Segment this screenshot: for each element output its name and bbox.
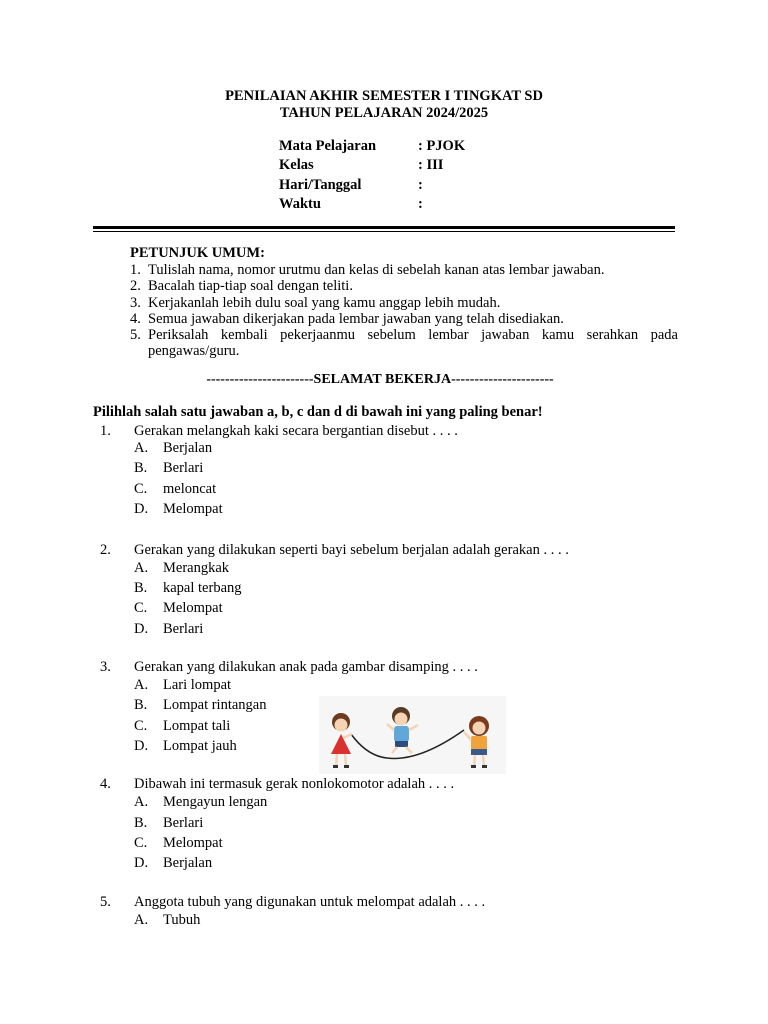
question-text: Gerakan yang dilakukan seperti bayi sebelum berjalan adalah gerakan . . . . [134,542,569,558]
question-text: Gerakan melangkah kaki secara bergantian disebut . . . . [134,423,458,439]
instruction-text: Tulislah nama, nomor urutmu dan kelas di sebelah kanan atas lembar jawaban. [148,262,605,278]
instruction-number: 3. [130,294,141,311]
meta-row-time [279,196,579,215]
question-number: 2. [100,542,111,558]
multiple-choice-instruction: Pilihlah salah satu jawaban a, b, c dan d di bawah ini yang paling benar! [93,404,543,420]
instruction-number: 2. [130,278,141,295]
meta-value: : [418,195,423,212]
instruction-item [130,262,678,278]
instruction-item [130,278,678,294]
instruction-item [130,295,678,311]
good-luck-banner: -----------------------SELAMAT BEKERJA---------------------- [206,372,554,387]
question-number: 3. [100,659,111,675]
option-text: Mengayun lengan [163,794,268,810]
option-letter: A. [134,560,149,576]
option-letter: D. [134,738,149,754]
option-text: Tubuh [163,912,201,928]
option-letter: B. [134,815,148,831]
option-text: Merangkak [163,560,230,576]
academic-year: TAHUN PELAJARAN 2024/2025 [279,105,489,121]
option-letter: A. [134,912,149,928]
option-text: Lompat rintangan [163,697,267,713]
option-letter: C. [134,718,148,734]
jump-rope-image [319,696,506,774]
option-letter: B. [134,580,148,596]
girl-right-figure [464,716,489,768]
question-number: 1. [100,423,111,439]
meta-value: : PJOK [418,138,466,154]
instruction-number: 4. [130,310,141,327]
option-text: Berlari [163,460,204,476]
option-letter: C. [134,835,148,851]
option-text: Lari lompat [163,677,232,693]
option-letter: A. [134,440,149,456]
instruction-item [130,311,678,327]
option-text: Berlari [163,815,204,831]
meta-value: : III [418,157,444,174]
boy-jumping-figure [387,707,418,753]
option-text: Melompat [163,501,223,517]
instruction-text: Semua jawaban dikerjakan pada lembar jawaban yang telah disediakan. [148,310,564,327]
option-letter: A. [134,677,149,693]
option-letter: D. [134,855,149,871]
option-letter: D. [134,501,149,517]
option-letter: C. [134,481,148,497]
meta-label: Waktu [279,195,321,212]
exam-title: PENILAIAN AKHIR SEMESTER I TINGKAT SD [225,88,543,104]
instruction-text: Kerjakanlah lebih dulu soal yang kamu anggap lebih mudah. [148,294,501,311]
meta-row-date [279,177,579,196]
option-letter: B. [134,460,148,476]
option-text: Berjalan [163,440,213,456]
option-text: Lompat jauh [163,738,237,754]
option-text: Melompat [163,835,223,851]
option-text: Lompat tali [163,718,231,734]
instructions-list [130,262,678,360]
instruction-number: 1. [130,262,141,278]
question-number: 5. [100,894,111,910]
girl-left-figure [331,713,352,768]
instructions-heading: PETUNJUK UMUM: [130,245,265,261]
option-text: Berlari [163,621,204,637]
jump-rope-illustration [319,696,506,774]
question-number: 4. [100,776,111,792]
option-letter: B. [134,697,148,713]
header-divider [93,226,675,229]
header-divider-thin [93,231,675,232]
exam-meta [279,138,579,215]
meta-label: Mata Pelajaran [279,138,377,154]
meta-row-class [279,157,579,176]
question-text: Dibawah ini termasuk gerak nonlokomotor adalah . . . . [134,776,455,792]
option-letter: D. [134,621,149,637]
general-instructions [130,245,678,360]
meta-value: : [418,176,423,193]
option-text: Melompat [163,600,223,616]
meta-label: Hari/Tanggal [279,176,362,193]
question-text: Anggota tubuh yang digunakan untuk melompat adalah . . . . [134,894,486,910]
meta-label: Kelas [279,157,314,174]
option-letter: A. [134,794,149,810]
meta-row-subject [279,138,579,157]
instruction-item [130,327,678,360]
option-text: meloncat [163,481,217,497]
question-text: Gerakan yang dilakukan anak pada gambar disamping . . . . [134,659,478,675]
option-text: Berjalan [163,855,213,871]
instruction-text: Bacalah tiap-tiap soal dengan teliti. [148,278,353,295]
option-letter: C. [134,600,148,616]
instruction-number: 5. [130,327,141,344]
option-text: kapal terbang [163,580,242,596]
instruction-text: Periksalah kembali pekerjaanmu sebelum lembar jawaban kamu serahkan pada pengawas/guru. [148,327,678,360]
